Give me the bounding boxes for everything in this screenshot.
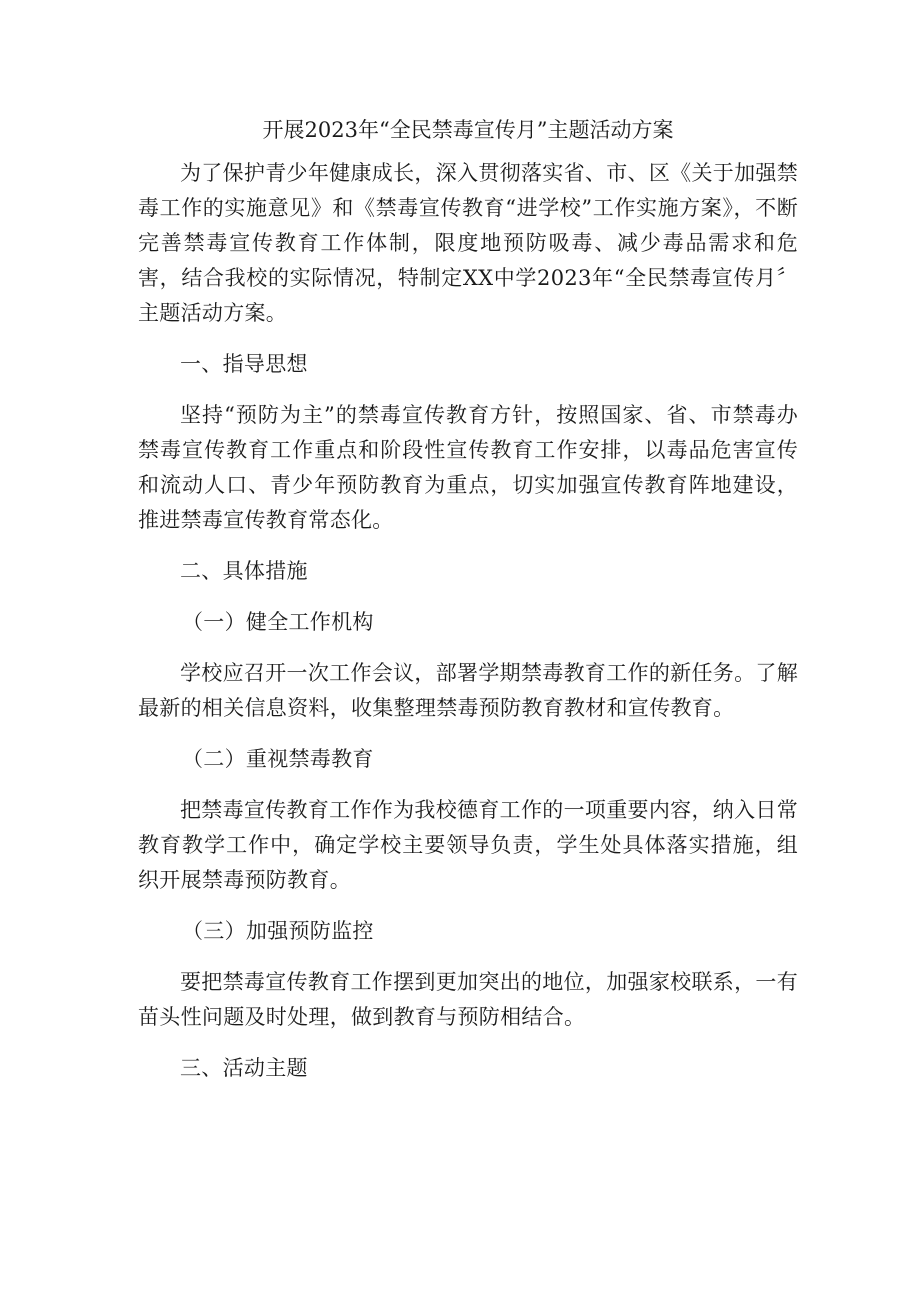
section-heading-specific-measures: 二、具体措施: [180, 559, 308, 583]
subheading-prevention-monitoring: （三）加强预防监控: [182, 919, 374, 943]
work-organization-paragraph: 学校应召开一次工作会议，部署学期禁毒教育工作的新任务。了解最新的相关信息资料，收集整理禁毒预防教育教材和宣传教育。: [138, 661, 798, 720]
intro-paragraph: 为了保护青少年健康成长，深入贯彻落实省、市、区《关于加强禁毒工作的实施意见》和《禁毒宣传教育“进学校”工作实施方案》，不断完善禁毒宣传教育工作体制，限度地预防吸毒、减少毒品需求和危害，结合我校的实际情况，特制定XX中学2023年“全民禁毒宣传月〞主题活动方案。: [138, 161, 798, 325]
subheading-work-organization: （一）健全工作机构: [182, 610, 374, 634]
document-body: [138, 116, 798, 1102]
guiding-ideology-paragraph: 坚持“预防为主”的禁毒宣传教育方针，按照国家、省、市禁毒办禁毒宣传教育工作重点和阶段性宣传教育工作安排，以毒品危害宣传和流动人口、青少年预防教育为重点，切实加强宣传教育阵地建设，推进禁毒宣传教育常态化。: [138, 403, 798, 532]
section-heading-activity-theme: 三、活动主题: [180, 1056, 308, 1080]
subheading-drug-education: （二）重视禁毒教育: [182, 747, 374, 771]
prevention-monitoring-paragraph: 要把禁毒宣传教育工作摆到更加突出的地位，加强家校联系，一有苗头性问题及时处理，做到教育与预防相结合。: [138, 970, 798, 1029]
drug-education-paragraph: 把禁毒宣传教育工作作为我校德育工作的一项重要内容，纳入日常教育教学工作中，确定学校主要领导负责，学生处具体落实措施，组织开展禁毒预防教育。: [138, 798, 798, 892]
section-heading-guiding-ideology: 一、指导思想: [180, 352, 308, 376]
document-title: 开展2023年“全民禁毒宣传月”主题活动方案: [262, 118, 674, 142]
